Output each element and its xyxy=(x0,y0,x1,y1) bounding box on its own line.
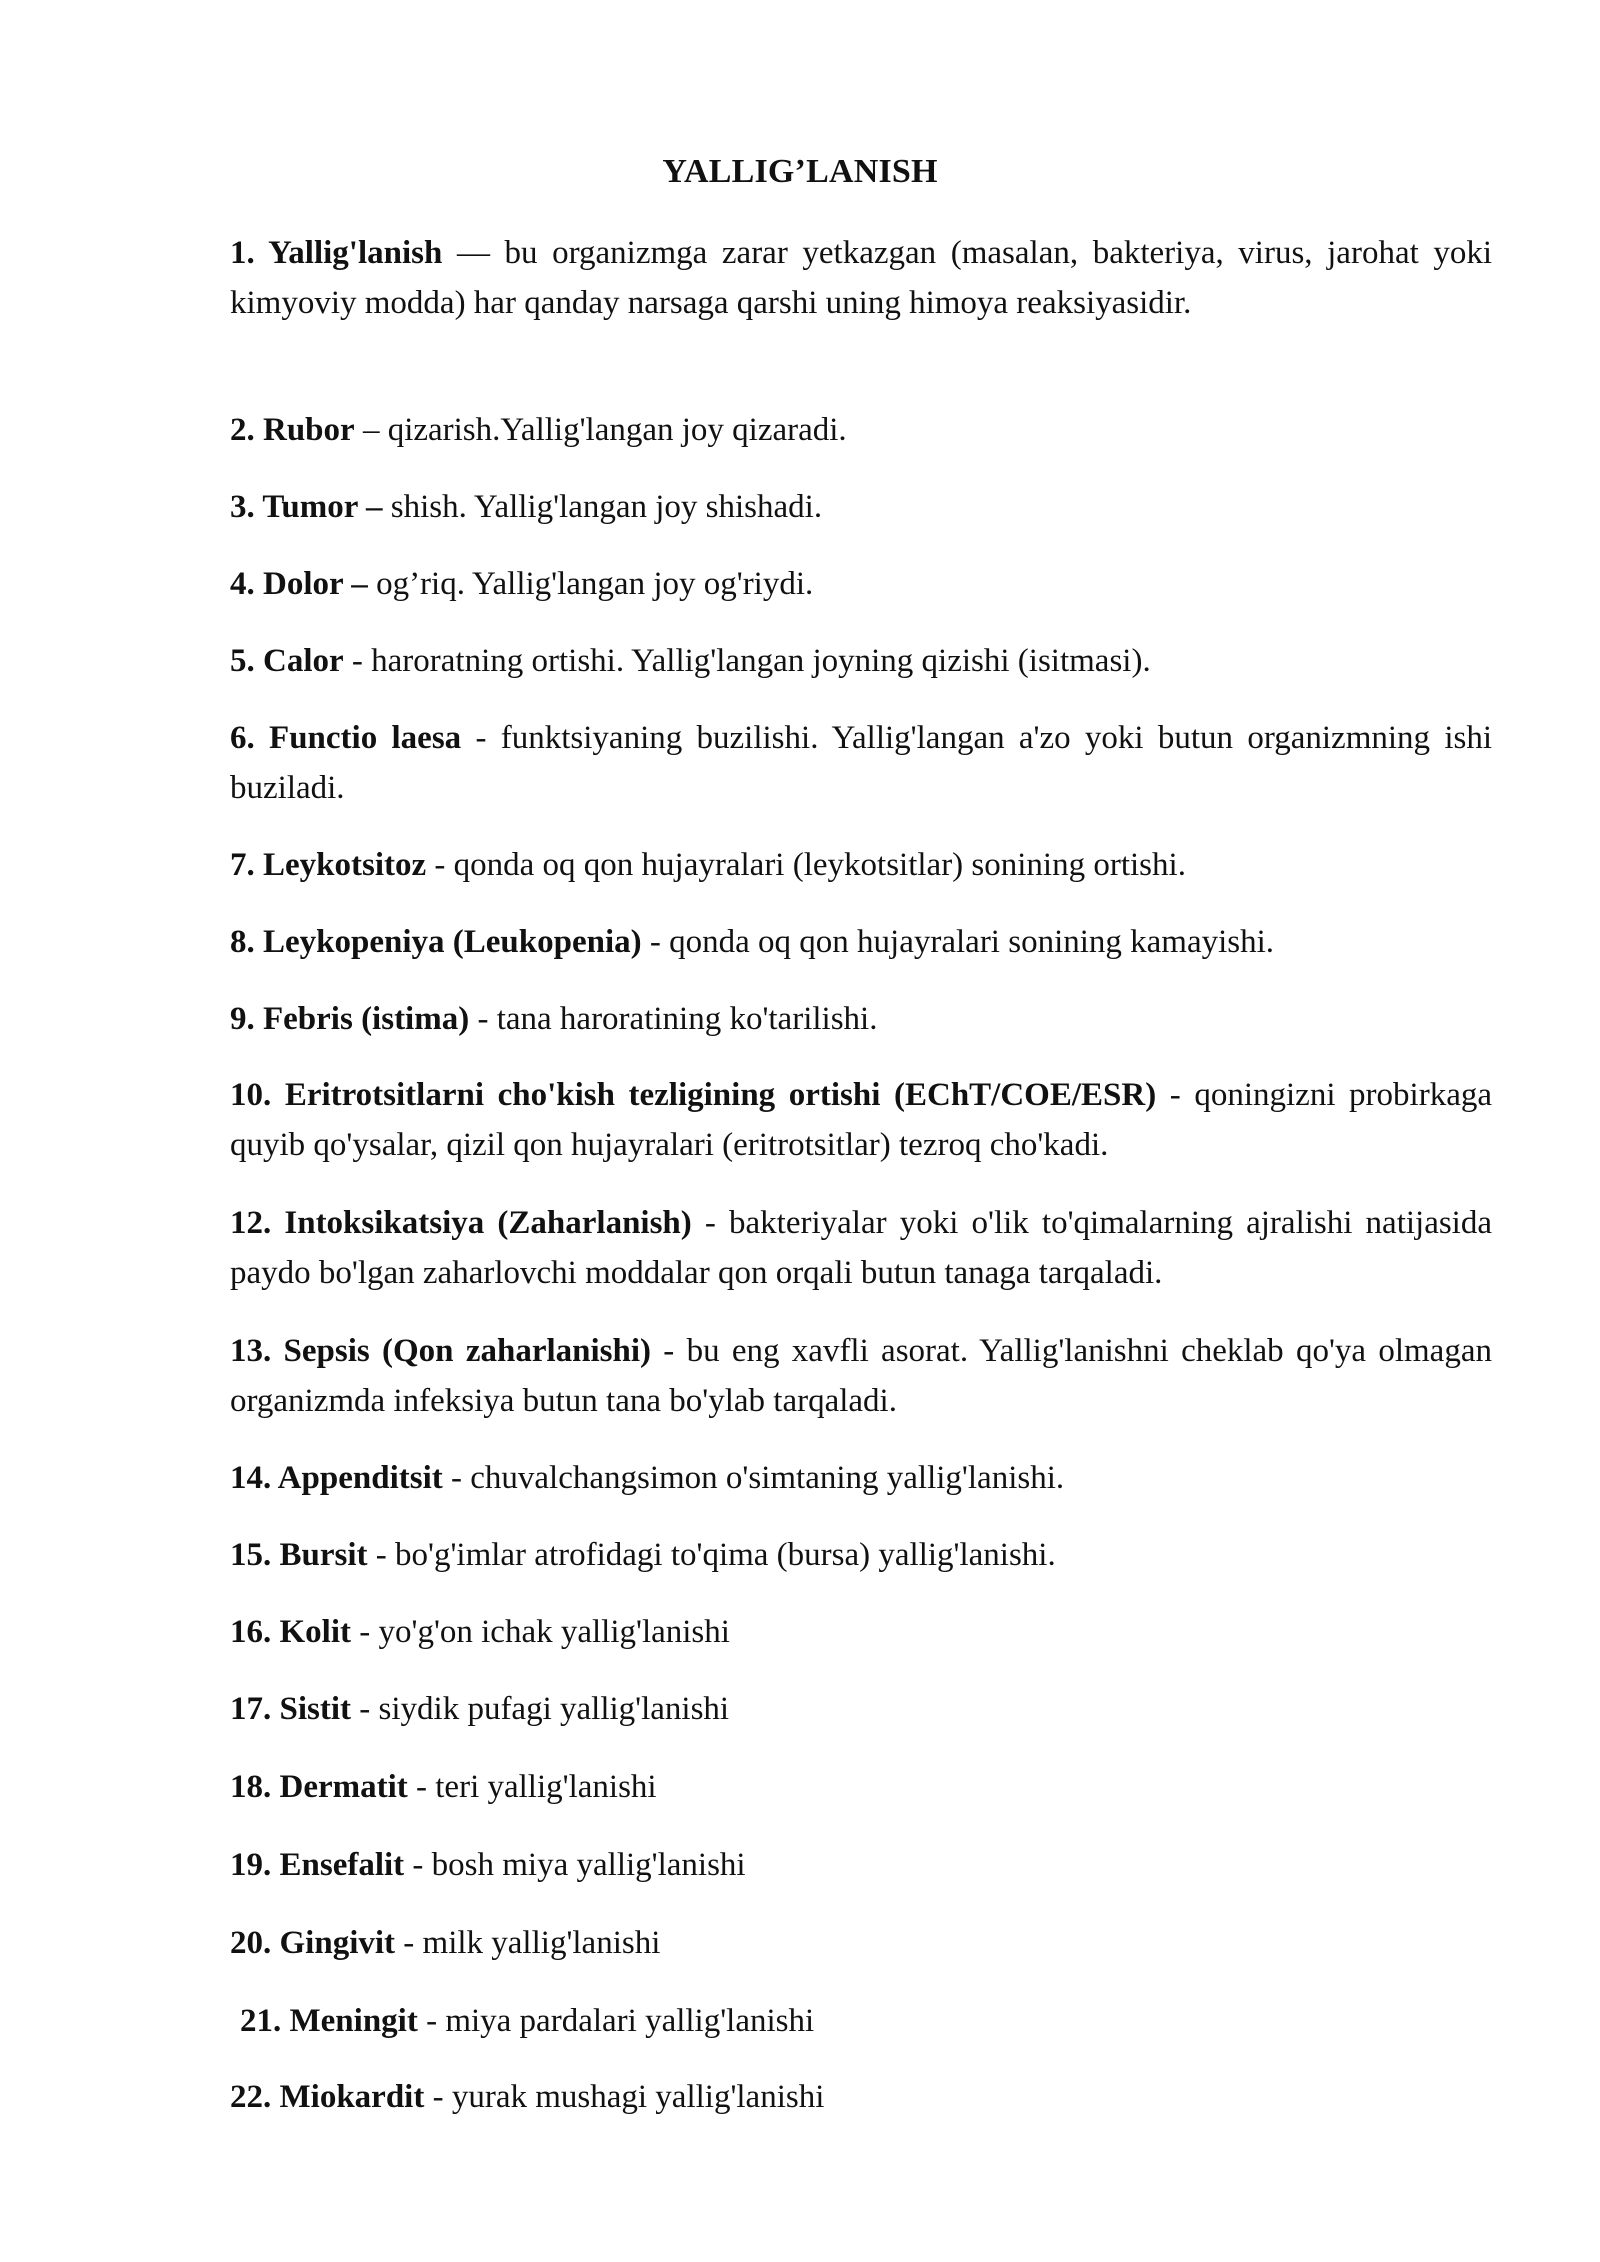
list-item xyxy=(230,636,1492,686)
entry-term: 8. Leykopeniya (Leukopenia) xyxy=(230,924,642,960)
entry-separator: – xyxy=(354,412,388,448)
entry-definition: chuvalchangsimon o'simtaning yallig'lanishi. xyxy=(470,1460,1065,1496)
list-item xyxy=(230,1762,1492,1812)
list-item xyxy=(230,1530,1492,1580)
entry-separator: - xyxy=(351,1614,379,1650)
entry-term: 13. Sepsis (Qon zaharlanishi) xyxy=(230,1333,652,1369)
entry-term: 2. Rubor xyxy=(230,412,355,448)
entry-separator: - xyxy=(417,2003,446,2039)
entry-definition: qonda oq qon hujayralari sonining kamayishi. xyxy=(669,924,1275,960)
entry-definition: qoningizni probirkaga quyib qo'ysalar, qizil qon hujayralari (eritrotsitlar) tezroq cho'kadi. xyxy=(230,1077,1493,1163)
list-item xyxy=(230,1918,1492,1968)
entry-separator xyxy=(383,489,391,525)
entry-definition: haroratning ortishi. Yallig'langan joyning qizishi (isitmasi). xyxy=(371,643,1151,679)
entry-separator: - xyxy=(367,1537,396,1573)
entry-term: 5. Calor xyxy=(230,643,344,679)
entry-separator: - xyxy=(407,1769,436,1805)
list-item xyxy=(230,1198,1492,1298)
entry-definition: og’riq. Yallig'langan joy og'riydi. xyxy=(376,566,814,602)
entry-definition: funktsiyaning buzilishi. Yallig'langan a'zo yoki butun organizmning ishi buziladi. xyxy=(230,720,1492,806)
list-item xyxy=(230,840,1492,890)
entry-term: 3. Tumor – xyxy=(230,489,383,525)
list-item xyxy=(230,405,1492,455)
entry-separator: - xyxy=(1156,1077,1195,1113)
entry-definition: milk yallig'lanishi xyxy=(422,1925,661,1961)
list-item xyxy=(230,1684,1492,1734)
entry-term: 10. Eritrotsitlarni cho'kish tezligining ortishi (EChT/COE/ESR) xyxy=(230,1077,1157,1113)
entry-definition: yurak mushagi yallig'lanishi xyxy=(451,2079,825,2115)
document-title: YALLIG’LANISH xyxy=(662,153,938,190)
list-item xyxy=(240,1996,1492,2046)
entry-separator: - xyxy=(469,1001,497,1037)
entry-separator: - xyxy=(641,924,670,960)
list-item xyxy=(230,559,1492,609)
list-item xyxy=(230,994,1492,1044)
entry-separator: - xyxy=(343,643,372,679)
entry-separator xyxy=(368,566,376,602)
list-item xyxy=(230,1453,1492,1503)
entry-term: 4. Dolor – xyxy=(230,566,368,602)
entry-term: 15. Bursit xyxy=(230,1537,368,1573)
entry-term: 6. Functio laesa xyxy=(230,720,462,756)
entry-separator: - xyxy=(651,1333,687,1369)
entry-separator: - xyxy=(442,1460,471,1496)
entry-definition: bo'g'imlar atrofidagi to'qima (bursa) yallig'lanishi. xyxy=(395,1537,1056,1573)
entry-definition: teri yallig'lanishi xyxy=(435,1769,657,1805)
list-item xyxy=(230,2072,1492,2122)
list-item xyxy=(230,482,1492,532)
entry-term: 9. Febris (istima) xyxy=(230,1001,470,1037)
entry-definition: miya pardalari yallig'lanishi xyxy=(445,2003,815,2039)
entry-term: 7. Leykotsitoz xyxy=(230,847,427,883)
entry-separator: — xyxy=(442,235,505,271)
list-item xyxy=(230,1070,1492,1170)
entry-term: 14. Appenditsit xyxy=(230,1460,443,1496)
entry-term: 17. Sistit xyxy=(230,1691,352,1727)
entry-definition: bosh miya yallig'lanishi xyxy=(431,1847,746,1883)
entry-definition: qonda oq qon hujayralari (leykotsitlar) sonining ortishi. xyxy=(453,847,1186,883)
entry-definition: qizarish.Yallig'langan joy qizaradi. xyxy=(387,412,847,448)
entry-separator: - xyxy=(395,1925,423,1961)
list-item xyxy=(230,228,1492,328)
entry-term: 20. Gingivit xyxy=(230,1925,396,1961)
entry-separator: - xyxy=(404,1847,432,1883)
entry-term: 16. Kolit xyxy=(230,1614,351,1650)
list-item xyxy=(230,713,1492,813)
entry-term: 18. Dermatit xyxy=(230,1769,408,1805)
entry-separator: - xyxy=(426,847,454,883)
entry-term: 12. Intoksikatsiya (Zaharlanish) xyxy=(230,1205,692,1241)
entry-definition: tana haroratining ko'tarilishi. xyxy=(496,1001,878,1037)
entry-term: 19. Ensefalit xyxy=(230,1847,405,1883)
entry-definition: bakteriyalar yoki o'lik to'qimalarning ajralishi natijasida paydo bo'lgan zaharlovchi moddalar qon orqali butun tanaga tarqaladi. xyxy=(230,1205,1492,1291)
entry-term: 21. Meningit xyxy=(240,2003,418,2039)
list-item xyxy=(230,917,1492,967)
list-item xyxy=(230,1607,1492,1657)
entry-separator: - xyxy=(691,1205,730,1241)
entry-separator: - xyxy=(351,1691,379,1727)
entry-term: 1. Yallig'lanish xyxy=(230,235,443,271)
entry-separator: - xyxy=(424,2079,452,2115)
entry-definition: yo'g'on ichak yallig'lanishi xyxy=(378,1614,730,1650)
list-item xyxy=(230,1840,1492,1890)
entry-term: 22. Miokardit xyxy=(230,2079,425,2115)
entry-definition: siydik pufagi yallig'lanishi xyxy=(378,1691,730,1727)
list-item xyxy=(230,1326,1492,1426)
entry-separator: - xyxy=(461,720,501,756)
entry-definition: shish. Yallig'langan joy shishadi. xyxy=(390,489,823,525)
entry-definition: bu organizmga zarar yetkazgan (masalan, bakteriya, virus, jarohat yoki kimyoviy modda) har qanday narsaga qarshi uning himoya reaksiyasidir. xyxy=(230,235,1493,321)
entry-definition: bu eng xavfli asorat. Yallig'lanishni cheklab qo'ya olmagan organizmda infeksiya butun tana bo'ylab tarqaladi. xyxy=(230,1333,1492,1419)
